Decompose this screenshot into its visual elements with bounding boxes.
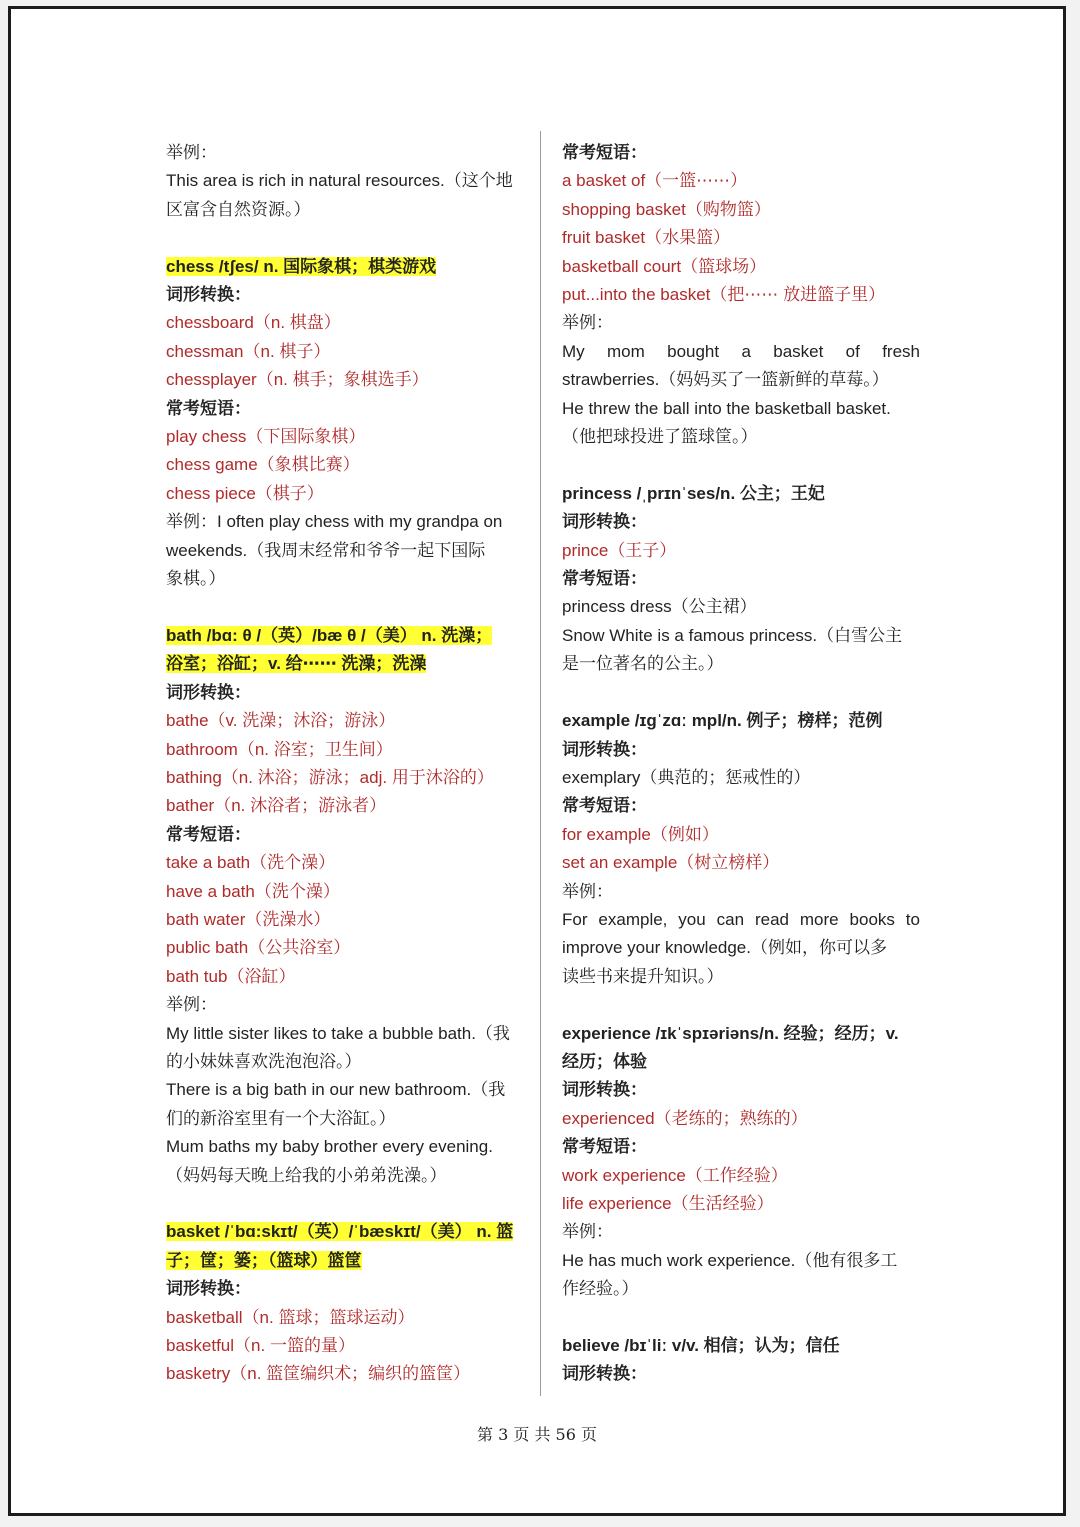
word-form: bathing（n. 沐浴；游泳；adj. 用于沐浴的） <box>166 767 494 787</box>
example-sentence: Mum baths my baby brother every evening. <box>166 1137 493 1157</box>
phrases-label: 常考短语： <box>562 569 647 589</box>
example-sentence: There is a big bath in our new bathroom.（我 <box>166 1080 506 1100</box>
highlight: chess /tʃes/ n. 国际象棋；棋类游戏 <box>166 256 437 276</box>
example-sentence: 象棋。） <box>166 569 226 589</box>
highlight: 浴室；浴缸；v. 给⋯⋯ 洗澡；洗澡 <box>166 654 427 674</box>
word-form: basketful（n. 一篮的量） <box>166 1336 355 1356</box>
word-form: bathe（v. 洗澡；沐浴；游泳） <box>166 711 396 731</box>
phrases-label: 常考短语： <box>562 143 647 162</box>
example-label: 举例： <box>166 143 217 162</box>
word-form: bather（n. 沐浴者；游泳者） <box>166 796 387 816</box>
word-form: prince（王子） <box>562 540 677 560</box>
phrase: bath tub（浴缸） <box>166 966 296 986</box>
forms-label: 词形转换： <box>166 1279 251 1299</box>
phrase: for example（例如） <box>562 824 719 844</box>
page-footer: 第 3 页 共 56 页 <box>477 1425 597 1444</box>
example-translation: 区富含自然资源。） <box>166 199 311 219</box>
entry-princess-heading: princess /ˌprɪnˈses/n. 公主；王妃 <box>562 483 825 503</box>
example-sentence: For example, you can read more books to <box>562 909 920 929</box>
entry-chess-heading <box>166 253 524 281</box>
document-page <box>8 6 1066 1516</box>
forms-label: 词形转换： <box>562 1364 647 1384</box>
word-form: experienced（老练的；熟练的） <box>562 1108 808 1128</box>
example-sentence: （妈妈每天晚上给我的小弟弟洗澡。） <box>166 1165 447 1185</box>
phrase: basketball court（篮球场） <box>562 256 767 276</box>
example-sentence: weekends.（我周末经常和爷爷一起下国际 <box>166 540 486 560</box>
entry-experience-heading-cont: 经历；体验 <box>562 1051 647 1071</box>
right-column <box>562 139 920 1389</box>
word-form: basketball（n. 篮球；篮球运动） <box>166 1307 415 1327</box>
example-sentence: （他把球投进了篮球筐。） <box>562 427 758 447</box>
entry-believe-heading: believe /bɪˈliː v/v. 相信；认为；信任 <box>562 1336 840 1355</box>
phrase: play chess（下国际象棋） <box>166 427 366 447</box>
phrases-label: 常考短语： <box>562 1137 647 1157</box>
phrase: princess dress（公主裙） <box>562 597 757 617</box>
phrase: life experience（生活经验） <box>562 1193 774 1213</box>
word-form: chessboard（n. 棋盘） <box>166 313 341 333</box>
entry-example-heading: example /ɪɡˈzɑː mpl/n. 例子；榜样；范例 <box>562 711 883 731</box>
phrases-label: 常考短语： <box>166 398 251 418</box>
entry-basket-heading-cont <box>166 1247 524 1275</box>
example-sentence: Snow White is a famous princess.（白雪公主 <box>562 625 903 645</box>
entry-experience-heading: experience /ɪkˈspɪəriəns/n. 经验；经历；v. <box>562 1023 899 1043</box>
example-label: 举例： <box>562 313 613 333</box>
phrase: shopping basket（购物篮） <box>562 199 771 219</box>
example-sentence: This area is rich in natural resources.（这个地 <box>166 171 513 191</box>
example-sentence: 作经验。） <box>562 1279 639 1299</box>
example-label: 举例： <box>562 881 613 901</box>
word-form: exemplary（典范的；惩戒性的） <box>562 767 811 787</box>
entry-bath-heading-cont <box>166 650 524 678</box>
forms-label: 词形转换： <box>562 512 647 532</box>
column-divider <box>540 131 541 1396</box>
example-sentence: strawberries.（妈妈买了一篮新鲜的草莓。） <box>562 370 889 390</box>
example-sentence: He has much work experience.（他有很多工 <box>562 1250 898 1270</box>
phrase: a basket of（一篮⋯⋯） <box>562 171 748 191</box>
forms-label: 词形转换： <box>166 682 251 702</box>
example-label: 举例： <box>166 995 217 1015</box>
example-sentence: 的小妹妹喜欢洗泡泡浴。） <box>166 1051 362 1071</box>
forms-label: 词形转换： <box>166 285 251 305</box>
entry-bath-heading <box>166 622 524 650</box>
highlight: bath /bɑ: θ /（英）/bæ θ /（美） n. 洗澡； <box>166 625 493 645</box>
phrase: chess piece（棋子） <box>166 483 324 503</box>
example-sentence: 是一位著名的公主。） <box>562 654 724 674</box>
phrases-label: 常考短语： <box>562 796 647 816</box>
word-form: chessplayer（n. 棋手；象棋选手） <box>166 370 429 390</box>
word-form: basketry（n. 篮筐编织术；编织的篮筐） <box>166 1364 471 1384</box>
example-sentence: 们的新浴室里有一个大浴缸。） <box>166 1108 396 1128</box>
entry-basket-heading <box>166 1218 524 1246</box>
word-form: chessman（n. 棋子） <box>166 341 331 361</box>
example-sentence: My mom bought a basket of fresh <box>562 341 920 361</box>
phrase: take a bath（洗个澡） <box>166 853 336 873</box>
forms-label: 词形转换： <box>562 1080 647 1100</box>
phrase: have a bath（洗个澡） <box>166 881 340 901</box>
word-form: bathroom（n. 浴室；卫生间） <box>166 739 393 759</box>
forms-label: 词形转换： <box>562 739 647 759</box>
example-sentence: 读些书来提升知识。） <box>562 966 724 986</box>
phrase: chess game（象棋比赛） <box>166 455 360 475</box>
left-column <box>166 139 524 1389</box>
phrase: set an example（树立榜样） <box>562 853 780 873</box>
phrase: fruit basket（水果篮） <box>562 228 731 248</box>
example-sentence: 举例：I often play chess with my grandpa on <box>166 512 503 532</box>
highlight: basket /ˈbɑ:skɪt/（英）/ˈbæskɪt/（美） n. 篮 <box>166 1222 514 1242</box>
phrase: public bath（公共浴室） <box>166 938 351 958</box>
example-sentence: He threw the ball into the basketball basket. <box>562 398 891 418</box>
example-sentence: My little sister likes to take a bubble bath.（我 <box>166 1023 510 1043</box>
phrase: put...into the basket（把⋯⋯ 放进篮子里） <box>562 285 886 305</box>
phrase: work experience（工作经验） <box>562 1165 788 1185</box>
phrase: bath water（洗澡水） <box>166 909 331 929</box>
highlight: 子；筐；篓；（篮球）篮筐 <box>166 1250 362 1270</box>
phrases-label: 常考短语： <box>166 824 251 844</box>
example-sentence: improve your knowledge.（例如，你可以多 <box>562 938 887 958</box>
example-label: 举例： <box>562 1222 613 1242</box>
